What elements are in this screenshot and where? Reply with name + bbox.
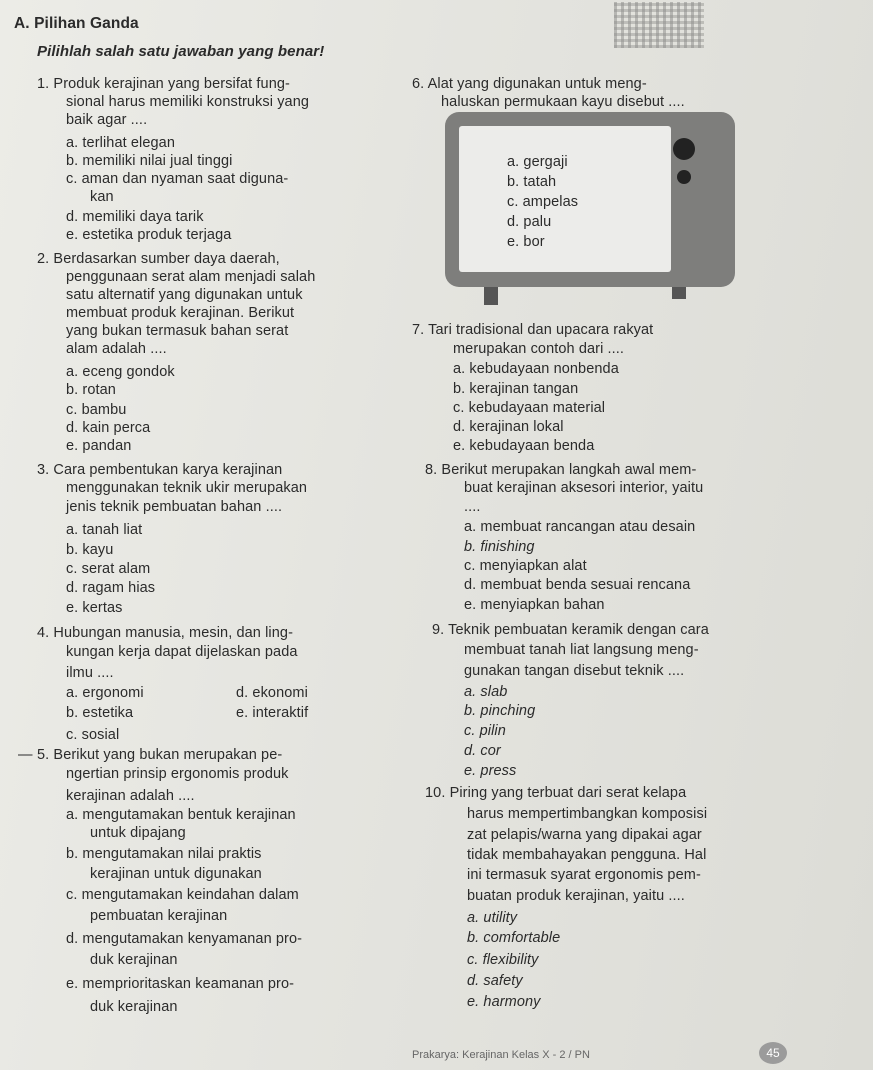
q6-option-c[interactable]: c. ampelas: [507, 194, 579, 210]
q2-text: yang bukan termasuk bahan serat: [66, 323, 289, 339]
q6-option-e[interactable]: e. bor: [507, 234, 545, 250]
q1-text: baik agar ....: [66, 112, 148, 128]
q6-option-b[interactable]: b. tatah: [507, 174, 557, 190]
page-footer: Prakarya: Kerajinan Kelas X - 2 / PN: [412, 1049, 590, 1061]
q8-text: buat kerajinan aksesori interior, yaitu: [464, 480, 704, 496]
q8-option-a[interactable]: a. membuat rancangan atau desain: [464, 519, 696, 535]
q7-option-c[interactable]: c. kebudayaan material: [453, 400, 606, 416]
q4-option-a[interactable]: a. ergonomi: [66, 685, 144, 701]
q3-option-c[interactable]: c. serat alam: [66, 561, 151, 577]
q10-option-b[interactable]: b. comfortable: [467, 930, 561, 946]
q1-option-c-cont: kan: [90, 189, 114, 205]
q9-option-a[interactable]: a. slab: [464, 684, 508, 700]
q6-text: haluskan permukaan kayu disebut ....: [441, 94, 685, 110]
q5-text: ngertian prinsip ergonomis produk: [66, 766, 289, 782]
q4-option-d[interactable]: d. ekonomi: [236, 685, 308, 701]
q2-text: alam adalah ....: [66, 341, 167, 357]
q10-option-c[interactable]: c. flexibility: [467, 952, 539, 968]
q6-text: 6. Alat yang digunakan untuk meng-: [412, 76, 647, 92]
q7-option-a[interactable]: a. kebudayaan nonbenda: [453, 361, 619, 377]
q8-option-d[interactable]: d. membuat benda sesuai rencana: [464, 577, 691, 593]
q4-option-b[interactable]: b. estetika: [66, 705, 134, 721]
q10-text: harus mempertimbangkan komposisi: [467, 806, 708, 822]
q9-option-c[interactable]: c. pilin: [464, 723, 506, 739]
q2-option-a[interactable]: a. eceng gondok: [66, 364, 175, 380]
q3-option-b[interactable]: b. kayu: [66, 542, 114, 558]
q7-text: 7. Tari tradisional dan upacara rakyat: [412, 322, 654, 338]
q5-option-c-cont: pembuatan kerajinan: [90, 908, 228, 924]
q2-option-b[interactable]: b. rotan: [66, 382, 116, 398]
q6-option-d[interactable]: d. palu: [507, 214, 552, 230]
q9-option-d[interactable]: d. cor: [464, 743, 501, 759]
q2-text: 2. Berdasarkan sumber daya daerah,: [37, 251, 280, 267]
q2-text: membuat produk kerajinan. Berikut: [66, 305, 295, 321]
q10-text: buatan produk kerajinan, yaitu ....: [467, 888, 685, 904]
q3-text: menggunakan teknik ukir merupakan: [66, 480, 308, 496]
q4-text: 4. Hubungan manusia, mesin, dan ling-: [37, 625, 293, 641]
q5-option-b[interactable]: b. mengutamakan nilai praktis: [66, 846, 262, 862]
q5-option-b-cont: kerajinan untuk digunakan: [90, 866, 262, 882]
q5-option-d[interactable]: d. mengutamakan kenyamanan pro-: [66, 931, 303, 947]
q2-text: satu alternatif yang digunakan untuk: [66, 287, 303, 303]
q1-text: sional harus memiliki konstruksi yang: [66, 94, 310, 110]
q9-option-b[interactable]: b. pinching: [464, 703, 536, 719]
q5-text: 5. Berikut yang bukan merupakan pe-: [37, 747, 283, 763]
tv-knob: [677, 170, 691, 184]
q9-text: gunakan tangan disebut teknik ....: [464, 663, 685, 679]
q4-option-e[interactable]: e. interaktif: [236, 705, 309, 721]
q3-text: jenis teknik pembuatan bahan ....: [66, 499, 283, 515]
q3-option-e[interactable]: e. kertas: [66, 600, 123, 616]
q4-text: kungan kerja dapat dijelaskan pada: [66, 644, 298, 660]
q8-text: ....: [464, 499, 481, 515]
tv-leg: [484, 287, 498, 305]
q7-option-e[interactable]: e. kebudayaan benda: [453, 438, 595, 454]
q2-option-d[interactable]: d. kain perca: [66, 420, 151, 436]
q7-text: merupakan contoh dari ....: [453, 341, 625, 357]
q7-option-d[interactable]: d. kerajinan lokal: [453, 419, 564, 435]
q10-text: ini termasuk syarat ergonomis pem-: [467, 867, 701, 883]
q7-option-b[interactable]: b. kerajinan tangan: [453, 381, 579, 397]
q10-text: zat pelapis/warna yang dipakai agar: [467, 827, 702, 843]
q3-option-d[interactable]: d. ragam hias: [66, 580, 156, 596]
q5-option-a-cont: untuk dipajang: [90, 825, 186, 841]
q4-option-c[interactable]: c. sosial: [66, 727, 120, 743]
q9-option-e[interactable]: e. press: [464, 763, 517, 779]
q1-option-a[interactable]: a. terlihat elegan: [66, 135, 176, 151]
tv-leg: [672, 287, 686, 299]
q10-text: 10. Piring yang terbuat dari serat kelapa: [425, 785, 687, 801]
q1-option-e[interactable]: e. estetika produk terjaga: [66, 227, 232, 243]
q10-text: tidak membahayakan pengguna. Hal: [467, 847, 707, 863]
q5-option-a[interactable]: a. mengutamakan bentuk kerajinan: [66, 807, 296, 823]
q3-text: 3. Cara pembentukan karya kerajinan: [37, 462, 283, 478]
q8-option-b[interactable]: b. finishing: [464, 539, 535, 555]
qr-code: [614, 2, 704, 48]
q2-text: penggunaan serat alam menjadi salah: [66, 269, 316, 285]
q9-text: 9. Teknik pembuatan keramik dengan cara: [432, 622, 709, 638]
q2-option-e[interactable]: e. pandan: [66, 438, 132, 454]
q4-text: ilmu ....: [66, 665, 114, 681]
page-number: 45: [759, 1042, 787, 1064]
q1-option-b[interactable]: b. memiliki nilai jual tinggi: [66, 153, 233, 169]
q5-option-c[interactable]: c. mengutamakan keindahan dalam: [66, 887, 299, 903]
q1-option-d[interactable]: d. memiliki daya tarik: [66, 209, 204, 225]
q8-option-c[interactable]: c. menyiapkan alat: [464, 558, 587, 574]
q1-option-c[interactable]: c. aman dan nyaman saat diguna-: [66, 171, 289, 187]
tv-knob: [673, 138, 695, 160]
q3-option-a[interactable]: a. tanah liat: [66, 522, 143, 538]
q10-option-d[interactable]: d. safety: [467, 973, 523, 989]
q1-text: 1. Produk kerajinan yang bersifat fung-: [37, 76, 290, 92]
q6-option-a[interactable]: a. gergaji: [507, 154, 568, 170]
q10-option-a[interactable]: a. utility: [467, 910, 518, 926]
tv-illustration: [445, 112, 735, 287]
q8-option-e[interactable]: e. menyiapkan bahan: [464, 597, 605, 613]
q5-option-e[interactable]: e. memprioritaskan keamanan pro-: [66, 976, 295, 992]
instruction: Pilihlah salah satu jawaban yang benar!: [37, 43, 325, 60]
q8-text: 8. Berikut merupakan langkah awal mem-: [425, 462, 697, 478]
q10-option-e[interactable]: e. harmony: [467, 994, 541, 1010]
q5-option-d-cont: duk kerajinan: [90, 952, 178, 968]
handwritten-dash: —: [18, 747, 33, 763]
q2-option-c[interactable]: c. bambu: [66, 402, 127, 418]
q5-option-e-cont: duk kerajinan: [90, 999, 178, 1015]
section-title: A. Pilihan Ganda: [14, 15, 139, 32]
q5-text: kerajinan adalah ....: [66, 788, 195, 804]
q9-text: membuat tanah liat langsung meng-: [464, 642, 699, 658]
